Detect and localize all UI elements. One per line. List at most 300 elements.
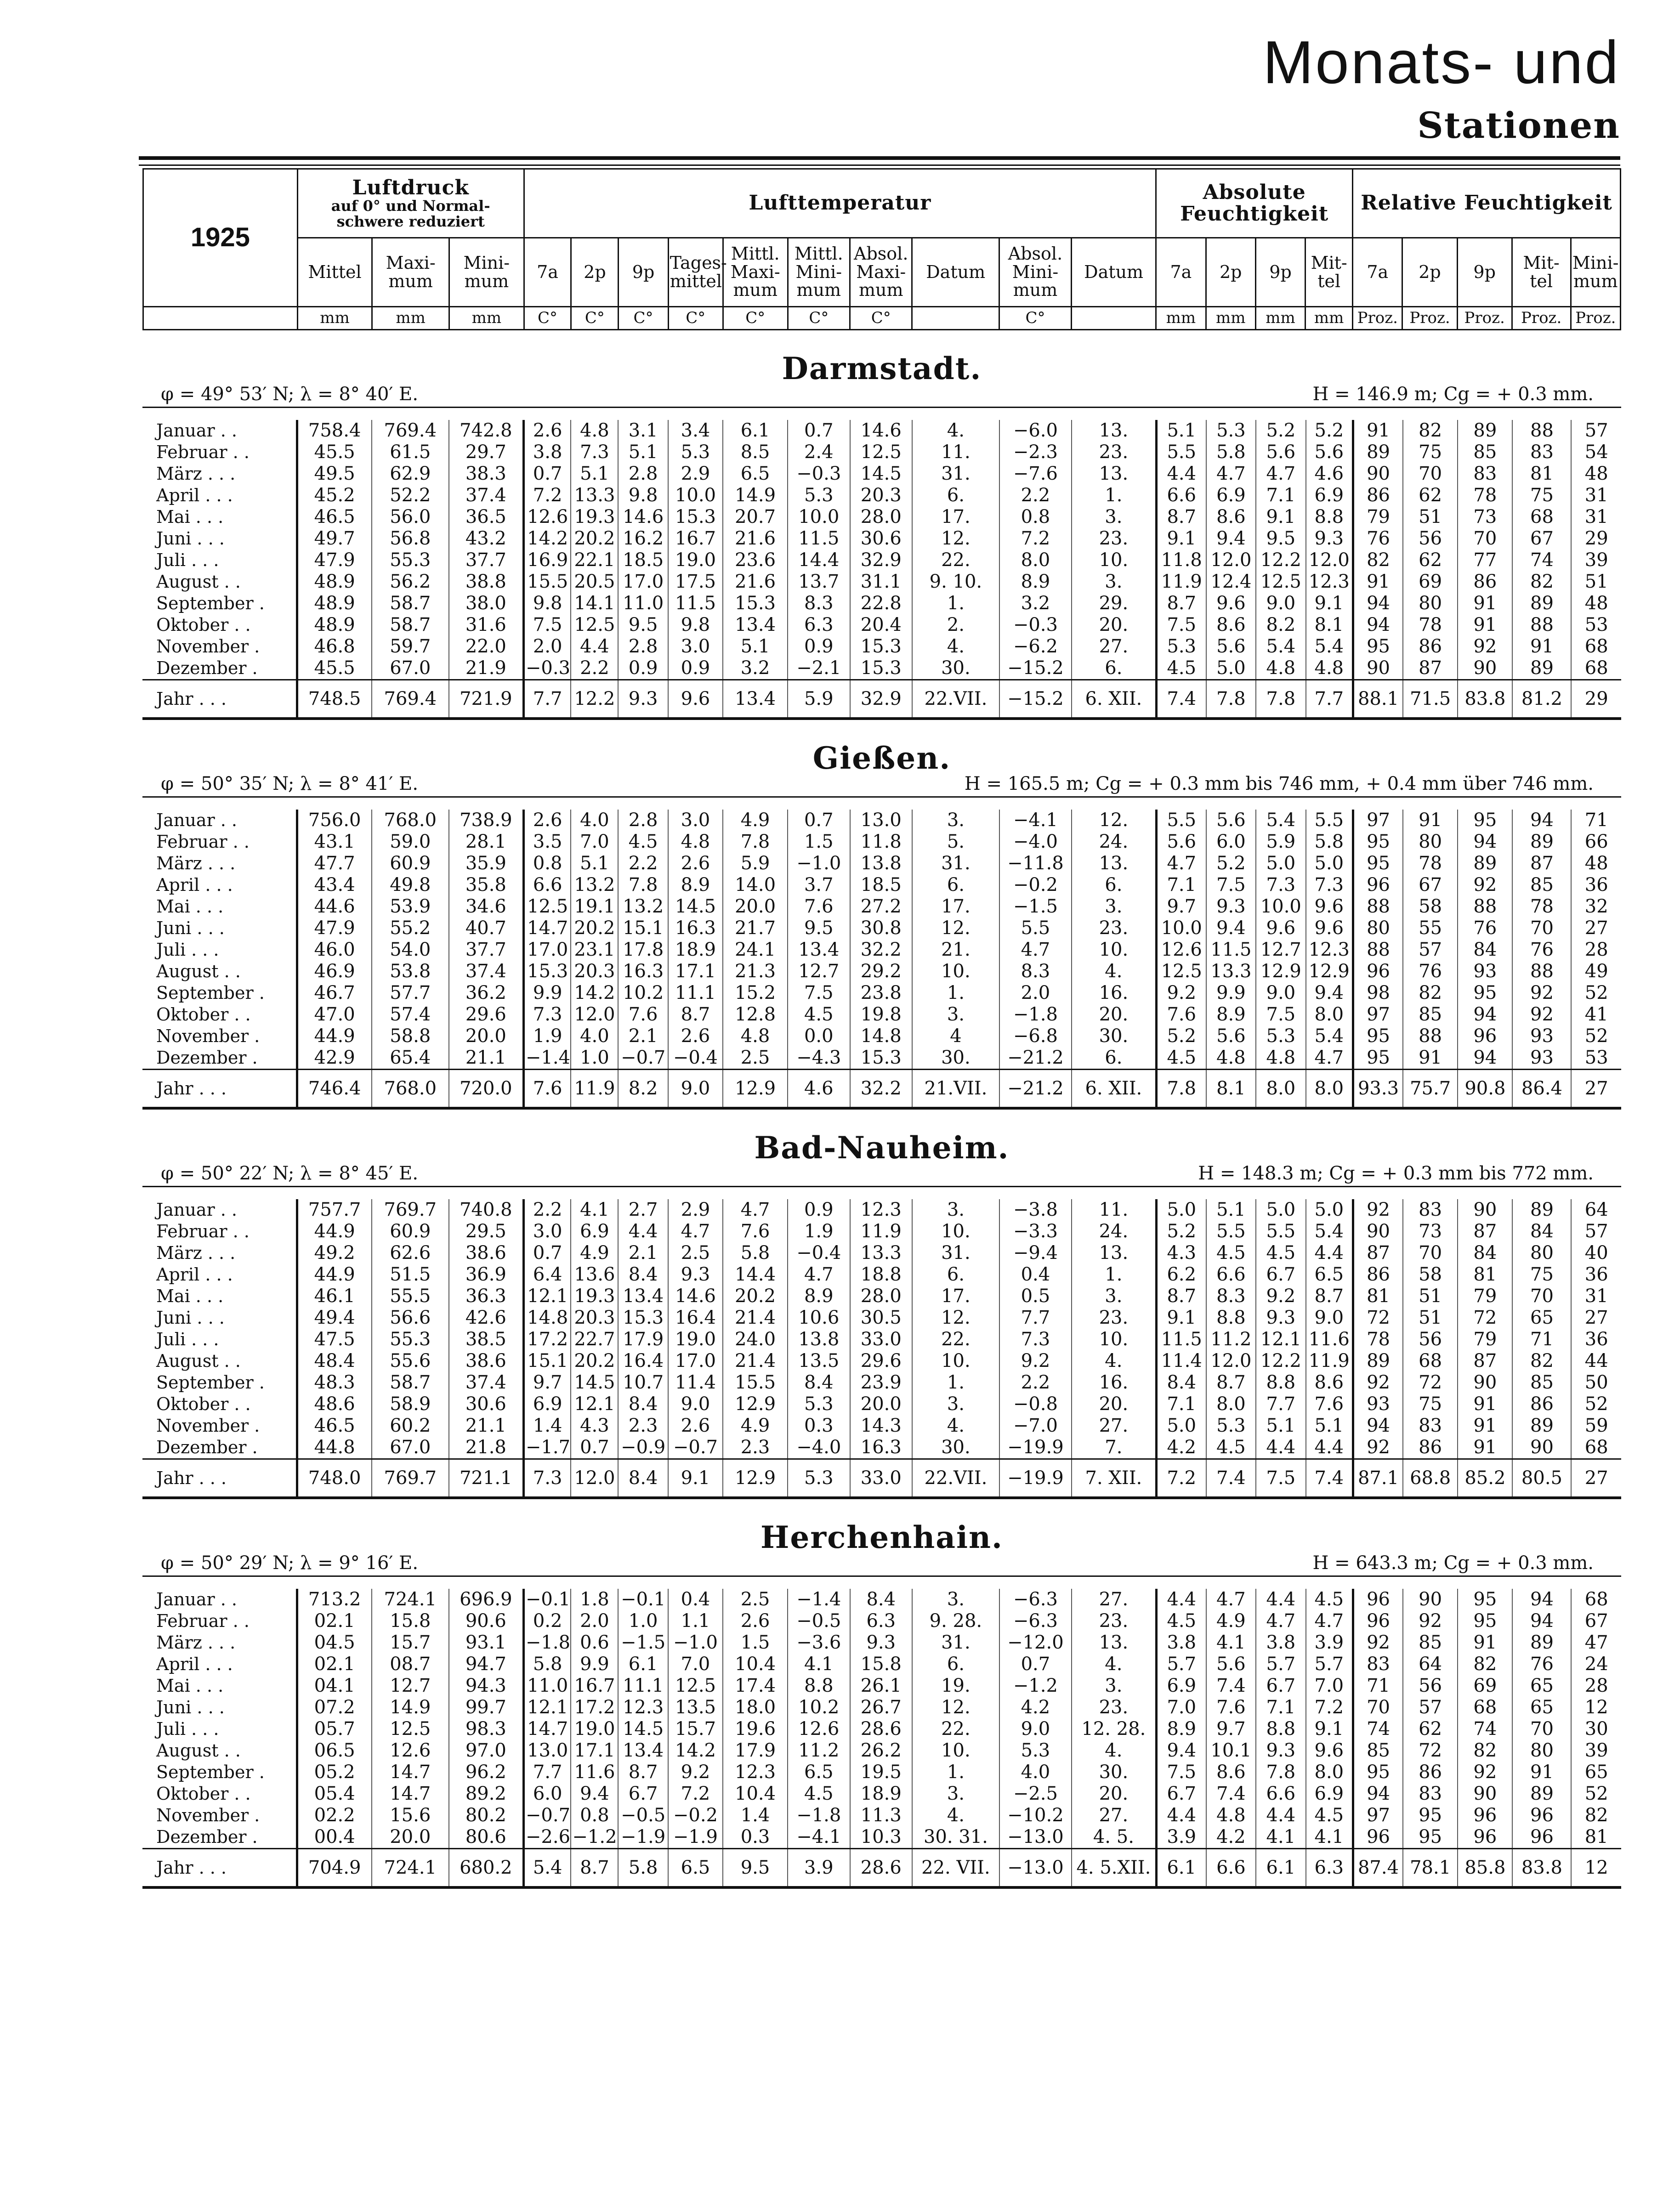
- data-cell: 1.1: [668, 1610, 723, 1632]
- station-block: [142, 720, 1621, 1110]
- data-cell: 12.0: [1306, 550, 1353, 571]
- data-cell: 4.4: [1156, 463, 1206, 485]
- data-cell: 756.0: [297, 810, 372, 831]
- data-cell: 9.1: [1156, 528, 1206, 550]
- data-cell: 5.4: [1306, 636, 1353, 657]
- data-cell: 740.8: [449, 1199, 524, 1221]
- data-cell: 7.7: [1256, 1394, 1305, 1415]
- month-label: März . . .: [156, 853, 236, 873]
- data-cell: 21.7: [723, 918, 788, 939]
- data-cell: 5.1: [571, 853, 618, 874]
- data-cell: 29: [1571, 680, 1621, 718]
- data-cell: 24.1: [723, 939, 788, 961]
- month-row: [142, 896, 1621, 918]
- column-unit: C°: [619, 307, 668, 330]
- data-cell: 83: [1512, 442, 1571, 463]
- data-cell: 95: [1353, 831, 1403, 853]
- data-cell: 37.7: [449, 550, 524, 571]
- month-label: Januar . .: [156, 420, 237, 441]
- data-cell: 56: [1403, 528, 1458, 550]
- month-label: April . . .: [156, 1654, 233, 1674]
- data-cell: 11.5: [668, 593, 723, 614]
- data-cell: −1.8: [788, 1805, 850, 1826]
- data-cell: 49.7: [297, 528, 372, 550]
- data-cell: 77: [1458, 550, 1512, 571]
- page-title: Monats- und: [1263, 28, 1620, 96]
- data-cell: 4.7: [1306, 1610, 1353, 1632]
- data-cell: 6.: [1072, 657, 1156, 680]
- month-label: Dezember .: [156, 658, 258, 678]
- data-cell: 12.9: [723, 1459, 788, 1497]
- data-cell: 20.5: [571, 571, 618, 593]
- data-cell: 16.2: [618, 528, 668, 550]
- data-cell: 11.5: [1206, 939, 1256, 961]
- data-cell: 9.1: [668, 1459, 723, 1497]
- data-cell: 89: [1512, 1415, 1571, 1437]
- data-cell: 6.3: [1306, 1849, 1353, 1887]
- data-cell: 1.0: [618, 1610, 668, 1632]
- data-cell: 9.6: [1306, 896, 1353, 918]
- data-cell: 21.9: [449, 657, 524, 680]
- data-cell: 6.1: [1256, 1849, 1305, 1887]
- data-cell: 90: [1458, 1199, 1512, 1221]
- data-cell: 86: [1353, 485, 1403, 506]
- data-cell: 20.2: [723, 1286, 788, 1307]
- data-cell: 70: [1403, 463, 1458, 485]
- column-unit: Proz.: [1571, 307, 1620, 330]
- data-cell: −21.2: [999, 1070, 1072, 1107]
- data-cell: 40.7: [449, 918, 524, 939]
- data-cell: 44: [1571, 1350, 1621, 1372]
- data-cell: 58.7: [372, 1372, 449, 1394]
- data-cell: 30.: [1072, 1762, 1156, 1783]
- data-cell: 58.8: [372, 1026, 449, 1047]
- data-cell: 10.: [912, 1350, 999, 1372]
- data-cell: 720.0: [449, 1070, 524, 1107]
- data-cell: −0.1: [523, 1589, 571, 1610]
- data-cell: −0.9: [618, 1437, 668, 1459]
- data-cell: 12.3: [850, 1199, 913, 1221]
- data-cell: 10.0: [788, 506, 850, 528]
- data-cell: 10.2: [788, 1697, 850, 1718]
- data-cell: 51: [1403, 1286, 1458, 1307]
- data-cell: 7.3: [571, 442, 618, 463]
- data-cell: 2.7: [618, 1199, 668, 1221]
- data-cell: 10.6: [788, 1307, 850, 1329]
- data-cell: 7.8: [1256, 680, 1305, 718]
- data-cell: 4.3: [1156, 1242, 1206, 1264]
- data-cell: 11.5: [1156, 1329, 1206, 1350]
- data-cell: 11.2: [1206, 1329, 1256, 1350]
- data-cell: 0.7: [523, 1242, 571, 1264]
- data-cell: 9.0: [668, 1394, 723, 1415]
- data-cell: 27: [1571, 918, 1621, 939]
- data-cell: 0.8: [523, 853, 571, 874]
- data-cell: 5.3: [1256, 1026, 1305, 1047]
- data-cell: 5.6: [1156, 831, 1206, 853]
- data-cell: 72: [1403, 1740, 1458, 1762]
- data-cell: 44.9: [297, 1026, 372, 1047]
- data-cell: 13.5: [668, 1697, 723, 1718]
- data-cell: 82: [1403, 420, 1458, 442]
- data-cell: 4.3: [571, 1415, 618, 1437]
- data-cell: 36: [1571, 874, 1621, 896]
- lufttemperatur-group: Lufttemperatur: [524, 169, 1156, 238]
- data-cell: 5.9: [1256, 831, 1305, 853]
- data-cell: 49.4: [297, 1307, 372, 1329]
- data-cell: 30.: [912, 1047, 999, 1070]
- month-row: [142, 657, 1621, 680]
- data-cell: 3.2: [723, 657, 788, 680]
- data-cell: 31.6: [449, 614, 524, 636]
- data-cell: 49.5: [297, 463, 372, 485]
- data-cell: 10.0: [1156, 918, 1206, 939]
- data-cell: 28.1: [449, 831, 524, 853]
- data-cell: 2.3: [618, 1415, 668, 1437]
- data-cell: 28.0: [850, 506, 913, 528]
- data-cell: 7.2: [1156, 1459, 1206, 1497]
- station-block: [142, 1110, 1621, 1499]
- month-row: [142, 1415, 1621, 1437]
- data-cell: 79: [1353, 506, 1403, 528]
- data-cell: 9.0: [1256, 593, 1305, 614]
- data-cell: 51: [1403, 1307, 1458, 1329]
- month-row: [142, 1286, 1621, 1307]
- data-cell: 48: [1571, 463, 1621, 485]
- data-cell: 10.2: [618, 982, 668, 1004]
- data-cell: 4.8: [1256, 1047, 1305, 1070]
- data-cell: 28.6: [850, 1718, 913, 1740]
- data-cell: 758.4: [297, 420, 372, 442]
- data-cell: 18.8: [850, 1264, 913, 1286]
- data-cell: 11.4: [668, 1372, 723, 1394]
- data-cell: −4.1: [999, 810, 1072, 831]
- data-cell: 90: [1353, 657, 1403, 680]
- data-cell: 30. 31.: [912, 1826, 999, 1849]
- data-cell: 94: [1512, 810, 1571, 831]
- data-cell: 3.2: [999, 593, 1072, 614]
- data-cell: 2.8: [618, 636, 668, 657]
- data-cell: 50: [1571, 1372, 1621, 1394]
- data-cell: 14.3: [850, 1415, 913, 1437]
- data-cell: 7.1: [1156, 1394, 1206, 1415]
- data-cell: 5.6: [1206, 636, 1256, 657]
- data-cell: 15.3: [723, 593, 788, 614]
- data-cell: 7.0: [1156, 1697, 1206, 1718]
- data-cell: 7.8: [1156, 1070, 1206, 1107]
- data-cell: 87.4: [1353, 1849, 1403, 1887]
- data-cell: 46.5: [297, 506, 372, 528]
- data-cell: 82: [1571, 1805, 1621, 1826]
- data-cell: 15.2: [723, 982, 788, 1004]
- column-unit: C°: [850, 307, 912, 330]
- data-cell: 4.8: [1206, 1805, 1256, 1826]
- data-cell: 90: [1353, 463, 1403, 485]
- data-cell: 1.: [912, 1762, 999, 1783]
- data-cell: 32.9: [850, 680, 913, 718]
- data-cell: 5.8: [523, 1654, 571, 1675]
- data-cell: 48.6: [297, 1394, 372, 1415]
- data-cell: −4.0: [999, 831, 1072, 853]
- data-cell: 88: [1512, 614, 1571, 636]
- data-cell: 70: [1512, 1718, 1571, 1740]
- data-cell: 15.3: [850, 1047, 913, 1070]
- data-cell: 19.: [912, 1675, 999, 1697]
- data-cell: 9.6: [1306, 1740, 1353, 1762]
- data-cell: 12.: [912, 528, 999, 550]
- data-cell: 80: [1512, 1242, 1571, 1264]
- data-cell: 721.9: [449, 680, 524, 718]
- data-cell: 95: [1458, 1589, 1512, 1610]
- table-header: [142, 168, 1621, 330]
- data-cell: 21.4: [723, 1350, 788, 1372]
- column-header: Mittl. Maxi-mum: [723, 238, 788, 307]
- data-cell: 20.: [1072, 1394, 1156, 1415]
- data-cell: 4.: [912, 636, 999, 657]
- data-cell: 92: [1353, 1372, 1403, 1394]
- data-cell: 71: [1571, 810, 1621, 831]
- data-cell: 71: [1512, 1329, 1571, 1350]
- data-cell: 78.1: [1403, 1849, 1458, 1887]
- data-cell: 7.8: [1256, 1762, 1305, 1783]
- column-unit: Proz.: [1512, 307, 1571, 330]
- data-cell: 93: [1512, 1047, 1571, 1070]
- data-cell: 9.3: [1256, 1740, 1305, 1762]
- data-cell: 8.4: [1156, 1372, 1206, 1394]
- data-cell: 6.1: [618, 1654, 668, 1675]
- column-header: Mini-mum: [1571, 238, 1620, 307]
- data-cell: 16.7: [571, 1675, 618, 1697]
- column-header: 7a: [1353, 238, 1402, 307]
- data-cell: −6.2: [999, 636, 1072, 657]
- data-cell: 86.4: [1512, 1070, 1571, 1107]
- data-cell: 10.: [912, 1221, 999, 1242]
- month-row: [142, 1783, 1621, 1805]
- data-cell: 05.4: [297, 1783, 372, 1805]
- data-cell: 12.5: [1256, 571, 1305, 593]
- data-cell: 46.9: [297, 961, 372, 982]
- month-label: November .: [156, 1416, 260, 1436]
- data-cell: 81: [1458, 1264, 1512, 1286]
- data-cell: 2.5: [668, 1242, 723, 1264]
- data-cell: 7.7: [1306, 680, 1353, 718]
- data-cell: 71.5: [1403, 680, 1458, 718]
- data-cell: 15.8: [372, 1610, 449, 1632]
- column-header: Mittl. Mini-mum: [788, 238, 850, 307]
- data-cell: 21.8: [449, 1437, 524, 1459]
- data-cell: 11.8: [1156, 550, 1206, 571]
- data-cell: 4.4: [1306, 1437, 1353, 1459]
- data-cell: 5.3: [1156, 636, 1206, 657]
- data-cell: 20.: [1072, 1004, 1156, 1026]
- data-cell: 91: [1512, 1762, 1571, 1783]
- data-cell: −1.2: [571, 1826, 618, 1849]
- data-cell: 90: [1458, 1372, 1512, 1394]
- data-cell: 67.0: [372, 657, 449, 680]
- data-cell: −3.8: [999, 1199, 1072, 1221]
- data-cell: 4.7: [1206, 463, 1256, 485]
- data-cell: 9.6: [668, 680, 723, 718]
- month-label: Oktober . .: [156, 615, 251, 635]
- data-cell: 12.9: [1306, 961, 1353, 982]
- data-cell: −1.8: [523, 1632, 571, 1654]
- data-cell: 6.7: [618, 1783, 668, 1805]
- data-cell: 5.5: [1156, 810, 1206, 831]
- month-label: Juni . . .: [156, 528, 225, 549]
- data-cell: 6.2: [1156, 1264, 1206, 1286]
- data-cell: 20.: [1072, 614, 1156, 636]
- data-cell: 27.: [1072, 1589, 1156, 1610]
- data-cell: −0.8: [999, 1394, 1072, 1415]
- data-cell: 43.1: [297, 831, 372, 853]
- data-cell: 8.8: [1206, 1307, 1256, 1329]
- data-cell: 7.5: [1156, 1762, 1206, 1783]
- data-cell: 64: [1571, 1199, 1621, 1221]
- data-cell: 1.: [1072, 485, 1156, 506]
- data-cell: 5.0: [1306, 853, 1353, 874]
- data-cell: 90: [1353, 1221, 1403, 1242]
- data-cell: 7.5: [1256, 1459, 1305, 1497]
- data-cell: −1.4: [523, 1047, 571, 1070]
- month-row: [142, 550, 1621, 571]
- data-cell: −0.4: [668, 1047, 723, 1070]
- data-cell: 17.2: [571, 1697, 618, 1718]
- data-cell: 89: [1353, 1350, 1403, 1372]
- data-cell: 32.2: [850, 1070, 913, 1107]
- data-cell: 80.5: [1512, 1459, 1571, 1497]
- data-cell: 12.3: [723, 1762, 788, 1783]
- data-cell: 17.0: [618, 571, 668, 593]
- column-header: 2p: [1206, 238, 1255, 307]
- data-cell: 57.7: [372, 982, 449, 1004]
- data-cell: 28.6: [850, 1849, 913, 1887]
- data-cell: 78: [1512, 896, 1571, 918]
- data-cell: 21.1: [449, 1047, 524, 1070]
- data-cell: 9.3: [618, 680, 668, 718]
- data-cell: 1.4: [723, 1805, 788, 1826]
- month-label: Dezember .: [156, 1437, 258, 1457]
- data-cell: 96: [1353, 961, 1403, 982]
- data-cell: 83: [1353, 1654, 1403, 1675]
- data-cell: 4.1: [1206, 1632, 1256, 1654]
- data-cell: 7.4: [1206, 1783, 1256, 1805]
- data-cell: 8.2: [618, 1070, 668, 1107]
- data-cell: 85: [1403, 1004, 1458, 1026]
- data-cell: 15.1: [523, 1350, 571, 1372]
- data-cell: 11.8: [850, 831, 913, 853]
- data-cell: 5.8: [723, 1242, 788, 1264]
- data-cell: 6.4: [523, 1264, 571, 1286]
- data-cell: 94: [1353, 1415, 1403, 1437]
- data-cell: 30.: [912, 1437, 999, 1459]
- month-row: [142, 485, 1621, 506]
- data-cell: −0.4: [788, 1242, 850, 1264]
- data-cell: 13.: [1072, 853, 1156, 874]
- data-cell: 58.9: [372, 1394, 449, 1415]
- data-cell: 4.7: [1256, 463, 1305, 485]
- data-cell: 76: [1458, 918, 1512, 939]
- data-cell: 7.: [1072, 1437, 1156, 1459]
- data-cell: 12.2: [1256, 1350, 1305, 1372]
- data-cell: 12.0: [1206, 550, 1256, 571]
- data-cell: 3.8: [1156, 1632, 1206, 1654]
- data-cell: 46.8: [297, 636, 372, 657]
- data-cell: 4.4: [1156, 1589, 1206, 1610]
- data-cell: 0.2: [523, 1610, 571, 1632]
- data-cell: 7.8: [618, 874, 668, 896]
- data-cell: 14.5: [571, 1372, 618, 1394]
- data-cell: 57: [1403, 939, 1458, 961]
- column-unit: Proz.: [1402, 307, 1457, 330]
- data-cell: 14.8: [523, 1307, 571, 1329]
- data-cell: 13.2: [618, 896, 668, 918]
- data-cell: 13.: [1072, 1242, 1156, 1264]
- data-cell: 58.7: [372, 614, 449, 636]
- data-cell: 1.0: [571, 1047, 618, 1070]
- month-label: September .: [156, 593, 265, 613]
- data-cell: 26.2: [850, 1740, 913, 1762]
- data-cell: 1.: [912, 982, 999, 1004]
- data-cell: 5.6: [1306, 442, 1353, 463]
- month-label: Juli . . .: [156, 940, 219, 960]
- data-cell: −0.7: [618, 1047, 668, 1070]
- data-cell: 5.5: [999, 918, 1072, 939]
- data-cell: 23.: [1072, 1610, 1156, 1632]
- station-elevation: H = 148.3 m; Cg = + 0.3 mm bis 772 mm.: [1198, 1163, 1594, 1184]
- month-label: Oktober . .: [156, 1004, 251, 1025]
- month-row: [142, 528, 1621, 550]
- data-cell: 6.7: [1156, 1783, 1206, 1805]
- data-cell: 6.7: [1256, 1675, 1305, 1697]
- data-cell: 90.8: [1458, 1070, 1512, 1107]
- data-cell: 3.8: [523, 442, 571, 463]
- data-cell: 1.4: [523, 1415, 571, 1437]
- data-cell: 62: [1403, 485, 1458, 506]
- month-row: [142, 1264, 1621, 1286]
- data-cell: 18.0: [723, 1697, 788, 1718]
- data-cell: 9.2: [999, 1350, 1072, 1372]
- data-cell: 5.2: [1206, 853, 1256, 874]
- data-cell: 23.8: [850, 982, 913, 1004]
- data-cell: 3.: [912, 1199, 999, 1221]
- data-cell: −1.9: [668, 1826, 723, 1849]
- data-cell: 38.6: [449, 1242, 524, 1264]
- data-cell: 47: [1571, 1632, 1621, 1654]
- data-cell: 13.8: [788, 1329, 850, 1350]
- data-cell: 0.7: [788, 420, 850, 442]
- data-cell: 8.2: [1256, 614, 1305, 636]
- data-cell: 92: [1353, 1632, 1403, 1654]
- data-cell: 33.0: [850, 1459, 913, 1497]
- data-cell: 12.0: [571, 1004, 618, 1026]
- data-cell: 7.3: [1256, 874, 1305, 896]
- data-cell: 05.2: [297, 1762, 372, 1783]
- data-cell: 1.: [1072, 1264, 1156, 1286]
- data-cell: 88: [1403, 1026, 1458, 1047]
- data-cell: 96: [1353, 874, 1403, 896]
- data-cell: 6. XII.: [1072, 1070, 1156, 1107]
- data-cell: 12.4: [1206, 571, 1256, 593]
- data-cell: 22.: [912, 1329, 999, 1350]
- data-cell: 7.0: [668, 1654, 723, 1675]
- data-cell: 4.4: [1256, 1589, 1305, 1610]
- data-cell: 93.1: [449, 1632, 524, 1654]
- data-cell: 20.3: [571, 961, 618, 982]
- data-cell: 8.4: [788, 1372, 850, 1394]
- data-cell: 27.: [1072, 636, 1156, 657]
- data-cell: 51.5: [372, 1264, 449, 1286]
- data-cell: 65: [1512, 1307, 1571, 1329]
